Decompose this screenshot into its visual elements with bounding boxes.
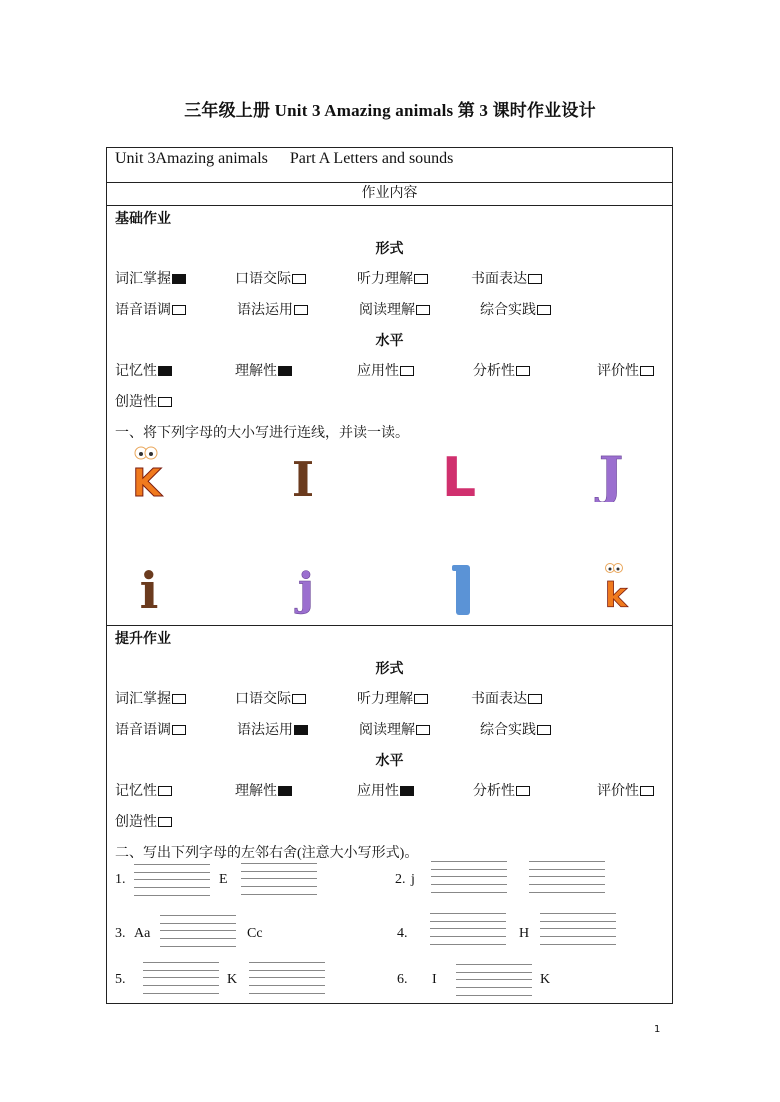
checkbox-empty-icon[interactable] xyxy=(292,274,306,284)
unit-row xyxy=(107,148,672,182)
document-title: 三年级上册 Unit 3 Amazing animals 第 3 课时作业设计 xyxy=(184,101,596,120)
homework-table xyxy=(106,147,673,1004)
writing-grid-5a[interactable] xyxy=(143,962,219,993)
exercise-4-given: H xyxy=(519,926,530,941)
adv-level-understanding[interactable]: 理解性 xyxy=(235,780,292,800)
adv-level-creativity[interactable]: 创造性 xyxy=(115,811,172,831)
letter-j-purple-icon[interactable] xyxy=(291,562,321,616)
checkbox-checked-icon[interactable] xyxy=(158,366,172,376)
checkbox-empty-icon[interactable] xyxy=(640,786,654,796)
unit-title: Unit 3Amazing animals xyxy=(115,150,268,167)
basic-form-reading[interactable]: 阅读理解 xyxy=(359,299,430,319)
exercise-2-number: 2. xyxy=(395,872,406,887)
svg-text:I: I xyxy=(291,452,315,502)
letter-l-blue-icon[interactable] xyxy=(447,562,479,618)
adv-form-vocab[interactable]: 词汇掌握 xyxy=(115,688,186,708)
basic-level-evaluation[interactable]: 评价性 xyxy=(597,360,654,380)
basic-form-practice[interactable]: 综合实践 xyxy=(480,299,551,319)
checkbox-empty-icon[interactable] xyxy=(158,786,172,796)
checkbox-checked-icon[interactable] xyxy=(278,366,292,376)
adv-form-phonics[interactable]: 语音语调 xyxy=(115,719,186,739)
checkbox-checked-icon[interactable] xyxy=(278,786,292,796)
checkbox-empty-icon[interactable] xyxy=(292,694,306,704)
checkbox-empty-icon[interactable] xyxy=(158,397,172,407)
checkbox-empty-icon[interactable] xyxy=(516,366,530,376)
adv-form-reading[interactable]: 阅读理解 xyxy=(359,719,430,739)
writing-grid-4b[interactable] xyxy=(540,913,616,944)
checkbox-empty-icon[interactable] xyxy=(528,694,542,704)
advanced-level-title: 水平 xyxy=(375,754,404,769)
checkbox-empty-icon[interactable] xyxy=(537,305,551,315)
letter-k-with-eyes-icon[interactable] xyxy=(601,562,631,612)
basic-level-analysis[interactable]: 分析性 xyxy=(473,360,530,380)
basic-section-title: 基础作业 xyxy=(115,212,171,227)
letter-K-with-eyes-icon[interactable] xyxy=(129,444,165,502)
exercise-3-given-right: Cc xyxy=(247,926,263,941)
basic-level-title: 水平 xyxy=(375,334,404,349)
checkbox-empty-icon[interactable] xyxy=(414,694,428,704)
adv-form-grammar[interactable]: 语法运用 xyxy=(237,719,308,739)
basic-form-phonics[interactable]: 语音语调 xyxy=(115,299,186,319)
writing-grid-1b[interactable] xyxy=(241,863,317,894)
exercise-3-given-left: Aa xyxy=(134,926,151,941)
checkbox-empty-icon[interactable] xyxy=(158,817,172,827)
checkbox-empty-icon[interactable] xyxy=(172,305,186,315)
checkbox-empty-icon[interactable] xyxy=(172,694,186,704)
checkbox-empty-icon[interactable] xyxy=(640,366,654,376)
checkbox-empty-icon[interactable] xyxy=(400,366,414,376)
page-number: 1 xyxy=(654,1024,661,1035)
letter-J-purple-icon[interactable] xyxy=(589,444,633,502)
writing-grid-2a[interactable] xyxy=(431,861,507,892)
exercise-1-given: E xyxy=(219,872,228,887)
checkbox-checked-icon[interactable] xyxy=(172,274,186,284)
basic-level-understanding[interactable]: 理解性 xyxy=(235,360,292,380)
question-1: 一、将下列字母的大小写进行连线，并读一读。 xyxy=(115,426,409,441)
adv-form-writing[interactable]: 书面表达 xyxy=(471,688,542,708)
basic-level-application[interactable]: 应用性 xyxy=(357,360,414,380)
basic-form-speaking[interactable]: 口语交际 xyxy=(235,268,306,288)
advanced-form-title: 形式 xyxy=(375,662,404,677)
exercise-2-given: j xyxy=(411,872,415,887)
writing-grid-4a[interactable] xyxy=(430,913,506,944)
checkbox-empty-icon[interactable] xyxy=(294,305,308,315)
basic-level-memory[interactable]: 记忆性 xyxy=(115,360,172,380)
adv-form-practice[interactable]: 综合实践 xyxy=(480,719,551,739)
writing-grid-2b[interactable] xyxy=(529,861,605,892)
question-2: 二、写出下列字母的左邻右舍(注意大小写形式)。 xyxy=(115,846,419,861)
checkbox-empty-icon[interactable] xyxy=(516,786,530,796)
checkbox-empty-icon[interactable] xyxy=(414,274,428,284)
svg-text:j: j xyxy=(298,564,314,615)
advanced-section-title: 提升作业 xyxy=(115,632,171,647)
checkbox-empty-icon[interactable] xyxy=(172,725,186,735)
exercise-5-given: K xyxy=(227,972,238,987)
adv-form-speaking[interactable]: 口语交际 xyxy=(235,688,306,708)
basic-level-creativity[interactable]: 创造性 xyxy=(115,391,172,411)
basic-form-vocab[interactable]: 词汇掌握 xyxy=(115,268,186,288)
letter-L-pink-icon[interactable] xyxy=(437,444,481,502)
svg-text:K: K xyxy=(132,461,162,502)
letter-I-brown-icon[interactable] xyxy=(285,450,321,502)
svg-text:k: k xyxy=(604,576,628,612)
checkbox-empty-icon[interactable] xyxy=(528,274,542,284)
checkbox-checked-icon[interactable] xyxy=(400,786,414,796)
svg-text:J: J xyxy=(598,446,624,502)
part-title: Part A Letters and sounds xyxy=(289,150,454,167)
adv-level-application[interactable]: 应用性 xyxy=(357,780,414,800)
adv-level-analysis[interactable]: 分析性 xyxy=(473,780,530,800)
exercise-1-number: 1. xyxy=(115,872,126,887)
adv-level-memory[interactable]: 记忆性 xyxy=(115,780,172,800)
writing-grid-5b[interactable] xyxy=(249,962,325,993)
exercise-6-given-right: K xyxy=(540,972,551,987)
writing-grid-1a[interactable] xyxy=(134,864,210,895)
checkbox-empty-icon[interactable] xyxy=(537,725,551,735)
exercise-6-given-left: I xyxy=(432,972,437,987)
basic-form-title: 形式 xyxy=(375,242,404,257)
exercise-3-number: 3. xyxy=(115,926,126,941)
letter-i-brown-icon[interactable] xyxy=(133,558,165,614)
exercise-5-number: 5. xyxy=(115,972,126,987)
adv-form-listening[interactable]: 听力理解 xyxy=(357,688,428,708)
writing-grid-6[interactable] xyxy=(456,964,532,995)
exercise-4-number: 4. xyxy=(397,926,408,941)
writing-grid-3[interactable] xyxy=(160,915,236,946)
checkbox-empty-icon[interactable] xyxy=(416,725,430,735)
svg-text:i: i xyxy=(139,561,159,614)
checkbox-checked-icon[interactable] xyxy=(294,725,308,735)
basic-form-listening[interactable]: 听力理解 xyxy=(357,268,428,288)
basic-form-grammar[interactable]: 语法运用 xyxy=(237,299,308,319)
checkbox-empty-icon[interactable] xyxy=(416,305,430,315)
basic-form-writing[interactable]: 书面表达 xyxy=(471,268,542,288)
svg-text:L: L xyxy=(441,446,477,502)
adv-level-evaluation[interactable]: 评价性 xyxy=(597,780,654,800)
exercise-6-number: 6. xyxy=(397,972,408,987)
content-header: 作业内容 xyxy=(361,186,418,201)
